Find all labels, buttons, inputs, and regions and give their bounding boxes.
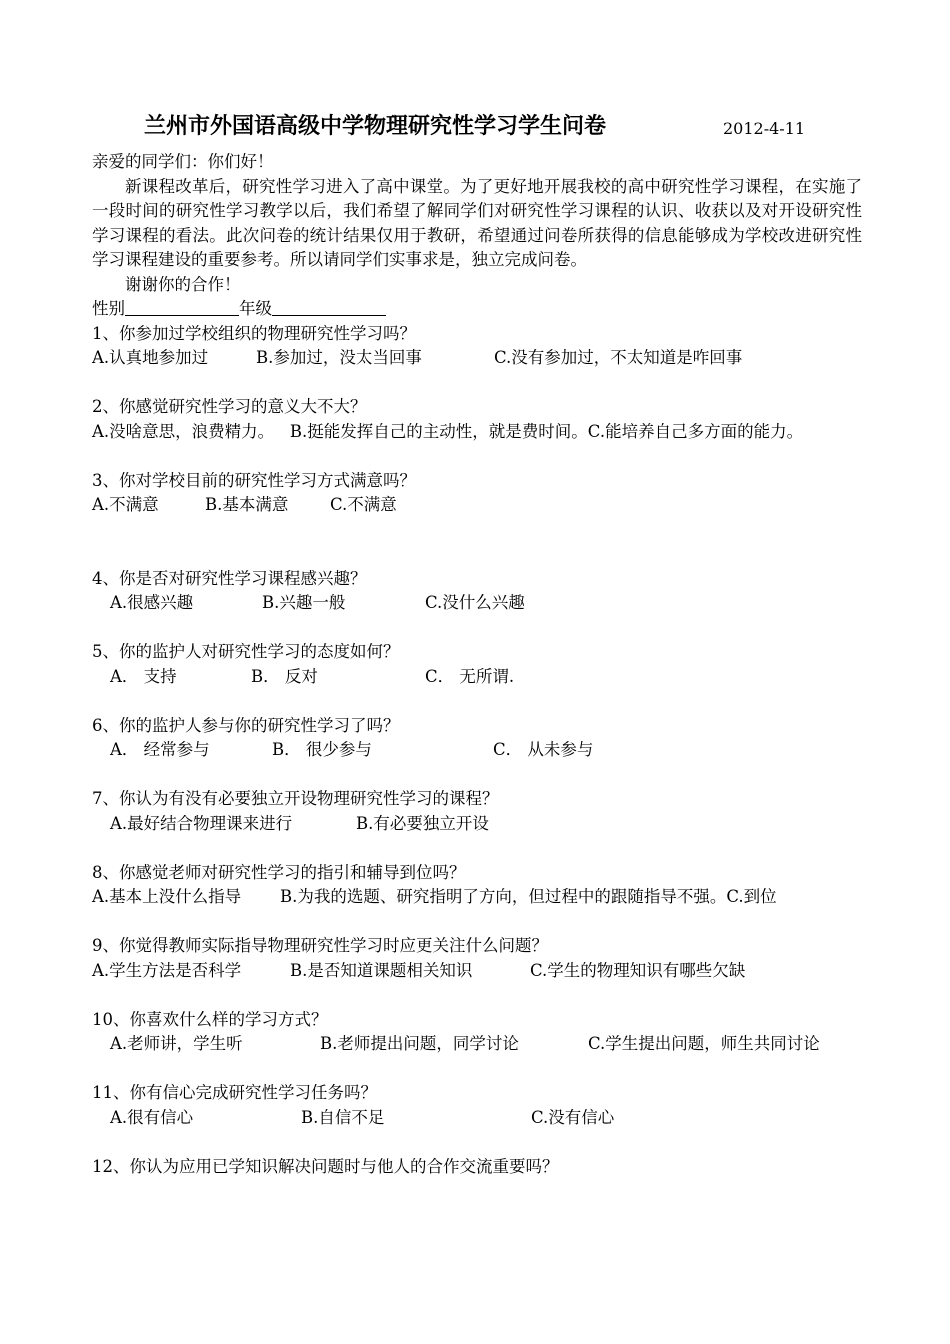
option-a[interactable]: A.不满意 (92, 495, 159, 514)
option-b[interactable]: B.老师提出问题，同学讨论 (320, 1034, 519, 1053)
option-b[interactable]: B.兴趣一般 (262, 593, 346, 612)
question-4 (92, 567, 862, 616)
options-row (92, 738, 862, 763)
question-text: 4、你是否对研究性学习课程感兴趣？ (92, 568, 367, 588)
question-text: 8、你感觉老师对研究性学习的指引和辅导到位吗？ (92, 862, 466, 882)
option-c[interactable]: C.能培养自己多方面的能力。 (587, 421, 804, 441)
options-row (92, 1032, 862, 1057)
options-row (92, 420, 862, 445)
options-row (92, 1106, 862, 1131)
options-row (92, 493, 862, 518)
option-b[interactable]: B． 很少参与 (272, 740, 372, 759)
survey-date: 2012-4-11 (723, 119, 806, 138)
question-text: 11、你有信心完成研究性学习任务吗？ (92, 1083, 377, 1102)
questionnaire-page (92, 112, 862, 1179)
question-text: 12、你认为应用已学知识解决问题时与他人的合作交流重要吗？ (92, 1156, 559, 1176)
grade-blank[interactable] (272, 297, 386, 316)
question-text: 5、你的监护人对研究性学习的态度如何？ (92, 642, 400, 661)
question-3 (92, 469, 862, 518)
question-2 (92, 395, 862, 444)
options-row (92, 591, 862, 616)
greeting: 亲爱的同学们：你们好！ (92, 152, 274, 171)
options-row (92, 346, 862, 371)
gender-label: 性别 (92, 299, 125, 318)
option-b[interactable]: B.自信不足 (301, 1107, 385, 1127)
option-a[interactable]: A.老师讲，学生听 (110, 1034, 243, 1053)
question-10 (92, 1008, 862, 1057)
title-row (92, 112, 862, 146)
options-row (92, 812, 862, 837)
question-8 (92, 861, 862, 910)
option-b[interactable]: B.有必要独立开设 (356, 813, 489, 833)
question-5 (92, 640, 862, 689)
option-c[interactable]: C.不满意 (330, 495, 397, 514)
question-text: 10、你喜欢什么样的学习方式？ (92, 1009, 328, 1029)
question-1 (92, 322, 862, 371)
option-a[interactable]: A． 支持 (110, 666, 177, 686)
question-6 (92, 714, 862, 763)
option-c[interactable]: C.没有参加过，不太知道是咋回事 (494, 348, 743, 367)
options-row (92, 959, 862, 984)
option-c[interactable]: C． 从未参与 (493, 740, 594, 759)
info-fields (92, 297, 862, 322)
option-b[interactable]: B． 反对 (251, 666, 318, 686)
option-a[interactable]: A.最好结合物理课来进行 (110, 813, 293, 833)
option-a[interactable]: A.基本上没什么指导 (92, 887, 242, 906)
option-b[interactable]: B.基本满意 (205, 495, 289, 514)
question-9 (92, 934, 862, 983)
option-c[interactable]: C.学生的物理知识有哪些欠缺 (530, 960, 746, 980)
question-text: 7、你认为有没有必要独立开设物理研究性学习的课程？ (92, 789, 499, 808)
question-7 (92, 787, 862, 836)
option-a[interactable]: A． 经常参与 (110, 740, 210, 759)
option-b[interactable]: B.为我的选题、研究指明了方向，但过程中的跟随指导不强。 (280, 887, 727, 906)
question-12 (92, 1155, 862, 1180)
options-row (92, 665, 862, 690)
page-title: 兰州市外国语高级中学物理研究性学习学生问卷 (144, 114, 607, 139)
option-a[interactable]: A.认真地参加过 (92, 348, 209, 367)
option-c[interactable]: C.没有信心 (531, 1107, 615, 1127)
question-text: 2、你感觉研究性学习的意义大不大？ (92, 397, 367, 416)
intro-paragraph: 新课程改革后，研究性学习进入了高中课堂。为了更好地开展我校的高中研究性学习课程，在实施了一段时间的研究性学习教学以后，我们希望了解同学们对研究性学习课程的认识、收获以及对开设研究性学习课程的看法。此次问卷的统计结果仅用于教研，希望通过问卷所获得的信息能够成为学校改进研究性学习课程建设的重要参考。所以请同学们实事求是，独立完成问卷。 (92, 176, 862, 269)
question-text: 6、你的监护人参与你的研究性学习了吗？ (92, 715, 400, 735)
grade-label: 年级 (239, 299, 272, 318)
option-b[interactable]: B.参加过，没太当回事 (256, 348, 422, 367)
thanks-line: 谢谢你的合作！ (125, 274, 241, 294)
question-text: 3、你对学校目前的研究性学习方式满意吗？ (92, 470, 416, 490)
option-b[interactable]: B.挺能发挥自己的主动性，就是费时间。 (289, 421, 588, 441)
options-row (92, 885, 862, 910)
option-b[interactable]: B.是否知道课题相关知识 (290, 960, 473, 980)
option-a[interactable]: A.很感兴趣 (110, 593, 194, 612)
option-c[interactable]: C． 无所谓. (425, 666, 515, 686)
gender-blank[interactable] (125, 297, 239, 316)
option-a[interactable]: A.学生方法是否科学 (92, 960, 242, 980)
option-c[interactable]: C.学生提出问题，师生共同讨论 (588, 1034, 820, 1053)
option-c[interactable]: C.没什么兴趣 (425, 593, 525, 612)
question-text: 9、你觉得教师实际指导物理研究性学习时应更关注什么问题？ (92, 936, 548, 955)
question-text: 1、你参加过学校组织的物理研究性学习吗？ (92, 323, 416, 343)
option-a[interactable]: A.很有信心 (110, 1107, 194, 1127)
question-11 (92, 1081, 862, 1130)
option-c[interactable]: C.到位 (726, 887, 777, 906)
option-a[interactable]: A.没啥意思，浪费精力。 (92, 421, 275, 441)
